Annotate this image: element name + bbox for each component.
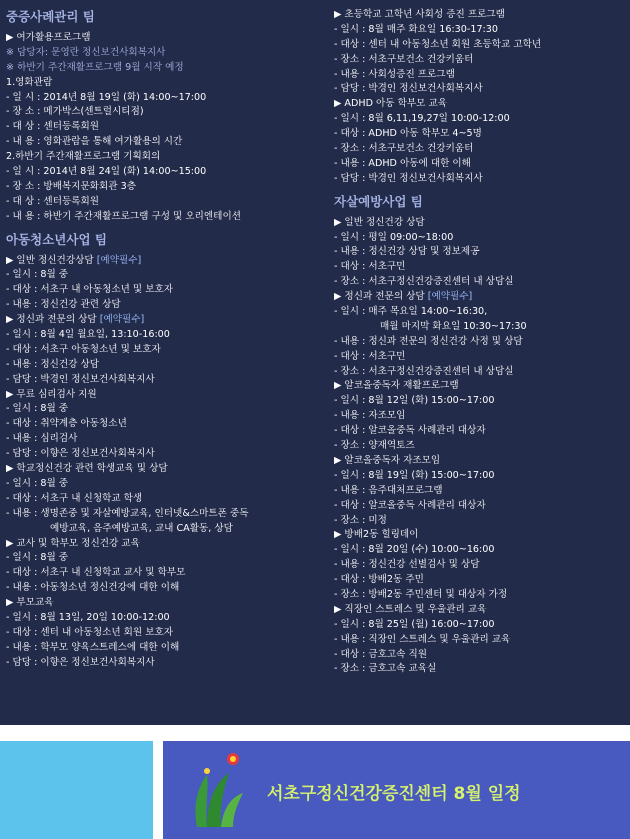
line-text: - 내용 : 생명존중 및 자살예방교육, 인터넷&스마트폰 중독	[6, 507, 249, 519]
footer-banner	[163, 741, 630, 839]
schedule-line	[6, 91, 324, 106]
schedule-line	[334, 142, 626, 157]
line-text: ▶ 초등학교 고학년 사회성 증진 프로그램	[334, 9, 505, 20]
schedule-line	[6, 522, 324, 537]
schedule-line	[6, 105, 324, 120]
line-text: ▶ 직장인 스트레스 및 우울관리 교육	[334, 603, 487, 615]
schedule-line	[6, 195, 324, 210]
line-text: ▶ 부모교육	[6, 597, 54, 609]
line-text: ▶ 여가활용프로그램	[6, 32, 91, 43]
schedule-line	[334, 633, 626, 648]
line-text: - 대상 : 서초구 아동청소년 및 보호자	[6, 343, 161, 355]
line-text: - 일시 : 8월 중	[6, 403, 69, 415]
schedule-line	[6, 180, 324, 195]
schedule-line	[6, 135, 324, 150]
program-heading	[6, 462, 324, 477]
program-heading	[334, 454, 626, 469]
schedule-line	[334, 127, 626, 142]
line-text: 2.하반기 주간재활프로그램 기획회의	[6, 151, 161, 163]
schedule-line	[6, 402, 324, 417]
line-text: - 일시 : 8월 13일, 20일 10:00-12:00	[6, 611, 170, 623]
line-text: ▶ ADHD 아동 학부모 교육	[334, 98, 448, 110]
schedule-line	[6, 358, 324, 373]
line-text: - 대상 : 센터 내 아동청소년 회원 초등학교 고학년	[334, 38, 542, 50]
schedule-line	[6, 283, 324, 298]
reservation-tag: [예약필수]	[427, 291, 473, 303]
schedule-line	[6, 432, 324, 447]
line-text: ▶ 교사 및 학부모 정신건강 교육	[6, 537, 140, 549]
schedule-line	[334, 543, 626, 558]
schedule-line	[334, 245, 626, 260]
schedule-line	[6, 268, 324, 283]
reservation-tag: [예약필수]	[99, 314, 145, 326]
schedule-line	[6, 120, 324, 135]
line-text: - 장 소 : 방배복지문화회관 3층	[6, 180, 136, 192]
section-title: 중증사례관리 팀	[6, 9, 95, 24]
section-title: 자살예방사업 팀	[334, 193, 423, 209]
schedule-line	[6, 581, 324, 596]
line-text: - 대상 : 서초구민	[334, 350, 406, 362]
schedule-line	[334, 514, 626, 529]
line-text: - 일 시 : 2014년 8월 24일 (화) 14:00~15:00	[6, 166, 207, 178]
line-text: - 장소 : 미정	[334, 514, 387, 526]
line-text: ▶ 무료 심리검사 지원	[6, 388, 97, 400]
line-text: - 일시 : 8월 중	[6, 269, 69, 281]
line-text: - 대상 : 알코올중독 사례관리 대상자	[334, 499, 486, 511]
schedule-line	[334, 558, 626, 573]
line-text: - 장소 : 방배2동 주민센터 및 대상자 가정	[334, 588, 508, 600]
line-text: - 장소 : 서초구보건소 건강키움터	[334, 143, 474, 155]
reservation-tag: [예약필수]	[96, 254, 142, 266]
line-text: - 내용 : 정신건강 상담	[6, 358, 100, 370]
program-heading	[334, 528, 626, 543]
line-text: - 담당 : 박경인 정신보건사회복지사	[6, 373, 155, 385]
schedule-line	[6, 210, 324, 225]
line-text: - 일시 : 8월 4일 월요일, 13:10-16:00	[6, 329, 170, 341]
schedule-line	[334, 662, 626, 677]
line-text: - 내용 : 사회성증진 프로그램	[334, 68, 455, 80]
line-text: - 일시 : 8월 6,11,19,27일 10:00-12:00	[334, 113, 510, 125]
program-heading	[334, 290, 626, 305]
line-text: ※ 담당자: 문영란 정신보건사회복지사	[6, 46, 166, 58]
schedule-line	[6, 611, 324, 626]
line-text: - 대상 : 서초구 내 신청학교 학생	[6, 492, 143, 504]
line-text: - 장소 : 서초구보건소 건강키움터	[334, 53, 474, 65]
line-text: - 내 용 : 영화관람을 통해 여가활용의 시간	[6, 136, 183, 148]
program-heading	[6, 31, 324, 46]
line-text: - 내용 : 심리검사	[6, 433, 78, 445]
line-text: - 대상 : 서초구 내 신청학교 교사 및 학부모	[6, 567, 186, 579]
line-text: - 대 상 : 센터등록회원	[6, 121, 100, 133]
line-text: - 내용 : 정신건강 선별검사 및 상담	[334, 559, 480, 571]
line-text: - 내용 : 학부모 양육스트레스에 대한 이해	[6, 641, 180, 653]
line-text: 1.영화관람	[6, 76, 53, 88]
line-text: ▶ 방배2동 힐링데이	[334, 529, 419, 541]
line-text: - 내용 : 정신건강 관련 상담	[6, 299, 121, 311]
line-text: - 대상 : 취약계층 아동청소년	[6, 418, 127, 430]
schedule-line	[334, 68, 626, 83]
schedule-line	[334, 439, 626, 454]
line-text: - 대상 : 금호고속 직원	[334, 648, 428, 660]
line-text: 매월 마지막 화요일 10:30~17:30	[380, 320, 527, 332]
line-text: - 일시 : 평일 09:00~18:00	[334, 231, 454, 243]
line-text: - 내용 : 정신건강 상담 및 정보제공	[334, 246, 480, 258]
line-text: - 대상 : 알코올중독 사례관리 대상자	[334, 425, 486, 437]
line-text: - 내 용 : 하반기 주간재활프로그램 구성 및 오리엔테이션	[6, 210, 241, 222]
line-text: - 담당 : 이향은 정신보건사회복지사	[6, 656, 155, 668]
schedule-line	[6, 76, 324, 91]
health-center-logo-icon	[189, 747, 251, 835]
section-title: 아동청소년사업 팀	[6, 231, 107, 247]
program-heading	[334, 97, 626, 112]
line-text: ▶ 일반 정신건강상담	[6, 254, 94, 266]
schedule-line	[6, 343, 324, 358]
right-column	[334, 8, 626, 677]
line-text: ▶ 정신과 전문의 상담	[6, 314, 97, 326]
line-text: ▶ 알코올중독자 재활프로그램	[334, 380, 459, 392]
line-text: - 담당 : 이향은 정신보건사회복지사	[6, 448, 155, 460]
line-text: ▶ 정신과 전문의 상담	[334, 291, 425, 303]
schedule-line	[334, 53, 626, 68]
program-heading	[334, 8, 626, 23]
schedule-line	[6, 477, 324, 492]
schedule-line	[334, 305, 626, 320]
program-heading	[334, 379, 626, 394]
schedule-line	[6, 165, 324, 180]
schedule-line	[334, 112, 626, 127]
schedule-line	[334, 648, 626, 663]
program-heading	[6, 313, 324, 328]
schedule-line	[334, 231, 626, 246]
schedule-line	[334, 588, 626, 603]
program-heading	[6, 537, 324, 552]
schedule-line	[334, 424, 626, 439]
line-text: - 일시 : 8월 25일 (월) 16:00~17:00	[334, 618, 495, 630]
schedule-line	[334, 157, 626, 172]
schedule-line	[334, 394, 626, 409]
program-heading	[6, 596, 324, 611]
schedule-line	[6, 447, 324, 462]
schedule-line	[334, 618, 626, 633]
schedule-line	[6, 328, 324, 343]
line-text: - 담당 : 박경인 정신보건사회복지사	[334, 83, 483, 95]
schedule-line	[6, 566, 324, 581]
program-heading	[6, 388, 324, 403]
schedule-line	[334, 23, 626, 38]
line-text: ▶ 학교정신건강 관련 학생교육 및 상담	[6, 463, 168, 475]
line-text: - 대상 : 서초구민	[334, 261, 406, 273]
line-text: - 내용 : 아동청소년 정신건강에 대한 이해	[6, 582, 180, 594]
schedule-line	[334, 484, 626, 499]
schedule-line	[334, 275, 626, 290]
schedule-line	[6, 492, 324, 507]
schedule-line	[6, 551, 324, 566]
footer-left-panel	[0, 741, 153, 839]
line-text: - 내용 : ADHD 아동에 대한 이해	[334, 157, 471, 169]
line-text: - 일시 : 8월 20일 (수) 10:00~16:00	[334, 544, 495, 556]
schedule-line	[6, 46, 324, 61]
schedule-line	[6, 626, 324, 641]
line-text: - 일시 : 매주 목요일 14:00~16:30,	[334, 306, 488, 318]
line-text: - 내용 : 직장인 스트레스 및 우울관리 교육	[334, 633, 511, 645]
schedule-line	[334, 172, 626, 187]
schedule-line	[6, 507, 324, 522]
schedule-line	[6, 656, 324, 671]
line-text: - 일시 : 8월 중	[6, 552, 69, 564]
schedule-line	[334, 409, 626, 424]
line-text: ※ 하반기 주간재활프로그램 9월 시작 예정	[6, 61, 184, 73]
line-text: - 장소 : 서초구정신건강증진센터 내 상담실	[334, 365, 514, 377]
program-heading	[334, 603, 626, 618]
left-column	[6, 8, 324, 671]
schedule-line	[6, 417, 324, 432]
line-text: - 일시 : 8월 19일 (화) 15:00~17:00	[334, 469, 495, 481]
program-heading	[6, 254, 324, 269]
line-text: - 담당 : 박경인 정신보건사회복지사	[334, 172, 483, 184]
schedule-line	[6, 298, 324, 313]
schedule-line	[334, 469, 626, 484]
schedule-line	[334, 82, 626, 97]
line-text: - 대 상 : 센터등록회원	[6, 195, 100, 207]
line-text: - 내용 : 자조모임	[334, 410, 406, 422]
line-text: 예방교육, 음주예방교육, 교내 CA활동, 상담	[50, 522, 233, 534]
program-heading	[334, 216, 626, 231]
schedule-line	[334, 260, 626, 275]
line-text: - 장소 : 서초구정신건강증진센터 내 상담실	[334, 276, 514, 288]
line-text: - 일시 : 8월 12일 (화) 15:00~17:00	[334, 395, 495, 407]
schedule-line	[334, 350, 626, 365]
line-text: - 일시 : 8월 중	[6, 477, 69, 489]
line-text: ▶ 알코올중독자 자조모임	[334, 454, 441, 466]
schedule-line	[334, 499, 626, 514]
line-text: - 대상 : 센터 내 아동청소년 회원 보호자	[6, 626, 174, 638]
line-text: - 장 소 : 메가박스(센트럴시티점)	[6, 106, 144, 118]
line-text: - 대상 : ADHD 아동 학부모 4~5명	[334, 128, 482, 140]
line-text: - 장소 : 금호고속 교육실	[334, 663, 437, 675]
schedule-line	[334, 365, 626, 380]
schedule-line	[334, 320, 626, 335]
line-text: - 장소 : 양재역토즈	[334, 440, 415, 452]
line-text: - 대상 : 서초구 내 아동청소년 및 보호자	[6, 284, 174, 296]
schedule-line	[6, 641, 324, 656]
schedule-line	[334, 573, 626, 588]
line-text: - 내용 : 정신과 전문의 정신건강 사정 및 상담	[334, 335, 523, 347]
line-text: ▶ 일반 정신건강 상담	[334, 216, 425, 228]
line-text: - 내용 : 음주대처프로그램	[334, 484, 443, 496]
line-text: - 일 시 : 2014년 8월 19일 (화) 14:00~17:00	[6, 91, 207, 103]
schedule-line	[6, 373, 324, 388]
footer-title: 서초구정신건강증진센터 8월 일정	[267, 784, 521, 804]
schedule-line	[334, 38, 626, 53]
schedule-line	[6, 61, 324, 76]
line-text: - 일시 : 8월 매주 화요일 16:30-17:30	[334, 23, 498, 35]
schedule-line	[334, 335, 626, 350]
line-text: - 대상 : 방배2동 주민	[334, 574, 424, 586]
schedule-line	[6, 150, 324, 165]
